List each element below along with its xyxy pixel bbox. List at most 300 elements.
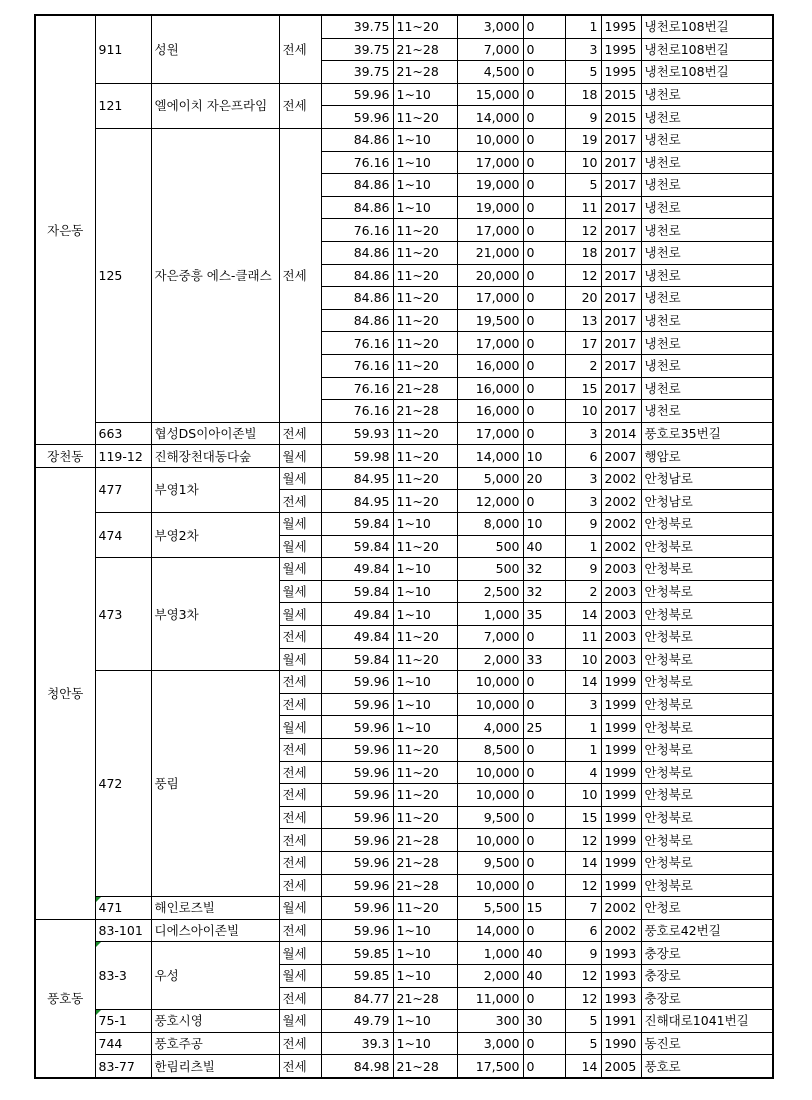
contract-type-cell: 전세 bbox=[279, 784, 321, 807]
lot-number-cell: 121 bbox=[95, 83, 151, 128]
contract-type-cell: 월세 bbox=[279, 513, 321, 536]
monthly-rent-cell: 0 bbox=[523, 332, 565, 355]
area-cell: 59.96 bbox=[321, 716, 393, 739]
road-name-cell: 안청북로 bbox=[641, 829, 773, 852]
contract-type-cell: 전세 bbox=[279, 15, 321, 83]
area-cell: 39.75 bbox=[321, 15, 393, 38]
road-name-cell: 냉천로 bbox=[641, 354, 773, 377]
area-cell: 59.84 bbox=[321, 513, 393, 536]
contract-type-cell: 전세 bbox=[279, 806, 321, 829]
contract-day-cell: 10 bbox=[565, 784, 601, 807]
contract-day-cell: 15 bbox=[565, 377, 601, 400]
contract-type-cell: 전세 bbox=[279, 739, 321, 762]
build-year-cell: 2017 bbox=[601, 219, 641, 242]
area-cell: 84.86 bbox=[321, 309, 393, 332]
road-name-cell: 풍호로 bbox=[641, 1055, 773, 1078]
area-cell: 59.96 bbox=[321, 693, 393, 716]
area-cell: 59.84 bbox=[321, 535, 393, 558]
deposit-cell: 17,000 bbox=[457, 287, 523, 310]
deposit-cell: 14,000 bbox=[457, 106, 523, 129]
contract-day-cell: 12 bbox=[565, 874, 601, 897]
contract-type-cell: 월세 bbox=[279, 535, 321, 558]
deposit-cell: 16,000 bbox=[457, 354, 523, 377]
area-cell: 59.96 bbox=[321, 83, 393, 106]
road-name-cell: 냉천로 bbox=[641, 241, 773, 264]
monthly-rent-cell: 0 bbox=[523, 309, 565, 332]
lot-number-cell: 473 bbox=[95, 558, 151, 671]
monthly-rent-cell: 0 bbox=[523, 806, 565, 829]
build-year-cell: 2003 bbox=[601, 648, 641, 671]
floor-cell: 1~10 bbox=[393, 1010, 457, 1033]
road-name-cell: 동진로 bbox=[641, 1032, 773, 1055]
monthly-rent-cell: 0 bbox=[523, 1032, 565, 1055]
complex-name-cell: 부영1차 bbox=[151, 467, 279, 512]
floor-cell: 11~20 bbox=[393, 467, 457, 490]
contract-day-cell: 11 bbox=[565, 196, 601, 219]
floor-cell: 21~28 bbox=[393, 61, 457, 84]
road-name-cell: 안청북로 bbox=[641, 851, 773, 874]
area-cell: 84.86 bbox=[321, 174, 393, 197]
complex-name-cell: 자은중흥 에스-클래스 bbox=[151, 128, 279, 422]
contract-day-cell: 1 bbox=[565, 15, 601, 38]
road-name-cell: 냉천로 bbox=[641, 287, 773, 310]
contract-day-cell: 1 bbox=[565, 739, 601, 762]
build-year-cell: 1993 bbox=[601, 942, 641, 965]
contract-day-cell: 14 bbox=[565, 603, 601, 626]
deposit-cell: 10,000 bbox=[457, 671, 523, 694]
contract-day-cell: 10 bbox=[565, 151, 601, 174]
contract-day-cell: 19 bbox=[565, 128, 601, 151]
build-year-cell: 1993 bbox=[601, 987, 641, 1010]
contract-day-cell: 3 bbox=[565, 490, 601, 513]
road-name-cell: 냉천로 bbox=[641, 332, 773, 355]
road-name-cell: 냉천로 bbox=[641, 128, 773, 151]
table-row bbox=[35, 942, 773, 965]
monthly-rent-cell: 0 bbox=[523, 38, 565, 61]
floor-cell: 11~20 bbox=[393, 264, 457, 287]
monthly-rent-cell: 0 bbox=[523, 106, 565, 129]
floor-cell: 11~20 bbox=[393, 241, 457, 264]
road-name-cell: 냉천로 bbox=[641, 219, 773, 242]
floor-cell: 11~20 bbox=[393, 648, 457, 671]
deposit-cell: 17,000 bbox=[457, 332, 523, 355]
area-cell: 84.86 bbox=[321, 264, 393, 287]
area-cell: 59.84 bbox=[321, 580, 393, 603]
deposit-cell: 8,000 bbox=[457, 513, 523, 536]
road-name-cell: 안청북로 bbox=[641, 761, 773, 784]
contract-day-cell: 10 bbox=[565, 400, 601, 423]
monthly-rent-cell: 0 bbox=[523, 61, 565, 84]
monthly-rent-cell: 0 bbox=[523, 196, 565, 219]
floor-cell: 21~28 bbox=[393, 851, 457, 874]
floor-cell: 1~10 bbox=[393, 128, 457, 151]
table-row bbox=[35, 83, 773, 106]
contract-type-cell: 월세 bbox=[279, 964, 321, 987]
deposit-cell: 17,000 bbox=[457, 422, 523, 445]
contract-day-cell: 14 bbox=[565, 671, 601, 694]
contract-day-cell: 2 bbox=[565, 354, 601, 377]
contract-type-cell: 월세 bbox=[279, 897, 321, 920]
area-cell: 59.96 bbox=[321, 106, 393, 129]
contract-type-cell: 전세 bbox=[279, 987, 321, 1010]
complex-name-cell: 성원 bbox=[151, 15, 279, 83]
road-name-cell: 안청북로 bbox=[641, 874, 773, 897]
area-cell: 84.86 bbox=[321, 128, 393, 151]
contract-day-cell: 14 bbox=[565, 851, 601, 874]
monthly-rent-cell: 0 bbox=[523, 1055, 565, 1078]
contract-type-cell: 월세 bbox=[279, 942, 321, 965]
deposit-cell: 17,000 bbox=[457, 151, 523, 174]
deposit-cell: 7,000 bbox=[457, 626, 523, 649]
contract-day-cell: 18 bbox=[565, 241, 601, 264]
road-name-cell: 안청북로 bbox=[641, 693, 773, 716]
complex-name-cell: 풍호주공 bbox=[151, 1032, 279, 1055]
lot-number-cell: 471 bbox=[95, 897, 151, 920]
build-year-cell: 2005 bbox=[601, 1055, 641, 1078]
build-year-cell: 1999 bbox=[601, 874, 641, 897]
area-cell: 76.16 bbox=[321, 400, 393, 423]
contract-type-cell: 월세 bbox=[279, 716, 321, 739]
build-year-cell: 2007 bbox=[601, 445, 641, 468]
contract-type-cell: 전세 bbox=[279, 1055, 321, 1078]
contract-day-cell: 9 bbox=[565, 942, 601, 965]
build-year-cell: 1999 bbox=[601, 693, 641, 716]
build-year-cell: 2017 bbox=[601, 332, 641, 355]
area-cell: 39.3 bbox=[321, 1032, 393, 1055]
build-year-cell: 1999 bbox=[601, 851, 641, 874]
deposit-cell: 21,000 bbox=[457, 241, 523, 264]
area-cell: 49.84 bbox=[321, 603, 393, 626]
road-name-cell: 안청북로 bbox=[641, 580, 773, 603]
build-year-cell: 1999 bbox=[601, 761, 641, 784]
deposit-cell: 1,000 bbox=[457, 603, 523, 626]
area-cell: 59.96 bbox=[321, 806, 393, 829]
deposit-cell: 5,000 bbox=[457, 467, 523, 490]
deposit-cell: 10,000 bbox=[457, 829, 523, 852]
build-year-cell: 2017 bbox=[601, 174, 641, 197]
floor-cell: 11~20 bbox=[393, 535, 457, 558]
monthly-rent-cell: 25 bbox=[523, 716, 565, 739]
table-row bbox=[35, 897, 773, 920]
road-name-cell: 충장로 bbox=[641, 987, 773, 1010]
road-name-cell: 안청로 bbox=[641, 897, 773, 920]
area-cell: 49.84 bbox=[321, 558, 393, 581]
deposit-cell: 3,000 bbox=[457, 15, 523, 38]
road-name-cell: 풍호로42번길 bbox=[641, 919, 773, 942]
contract-type-cell: 전세 bbox=[279, 874, 321, 897]
area-cell: 59.96 bbox=[321, 739, 393, 762]
area-cell: 59.93 bbox=[321, 422, 393, 445]
deposit-cell: 14,000 bbox=[457, 445, 523, 468]
floor-cell: 21~28 bbox=[393, 377, 457, 400]
area-cell: 59.96 bbox=[321, 851, 393, 874]
monthly-rent-cell: 0 bbox=[523, 829, 565, 852]
area-cell: 84.95 bbox=[321, 490, 393, 513]
deposit-cell: 16,000 bbox=[457, 400, 523, 423]
floor-cell: 1~10 bbox=[393, 1032, 457, 1055]
floor-cell: 1~10 bbox=[393, 693, 457, 716]
monthly-rent-cell: 0 bbox=[523, 739, 565, 762]
monthly-rent-cell: 0 bbox=[523, 264, 565, 287]
area-cell: 76.16 bbox=[321, 377, 393, 400]
floor-cell: 11~20 bbox=[393, 106, 457, 129]
monthly-rent-cell: 0 bbox=[523, 784, 565, 807]
lot-number-cell: 83-3 bbox=[95, 942, 151, 1010]
monthly-rent-cell: 0 bbox=[523, 241, 565, 264]
area-cell: 59.96 bbox=[321, 919, 393, 942]
deposit-cell: 2,500 bbox=[457, 580, 523, 603]
build-year-cell: 1995 bbox=[601, 61, 641, 84]
lot-number-cell: 474 bbox=[95, 513, 151, 558]
road-name-cell: 냉천로 bbox=[641, 174, 773, 197]
contract-day-cell: 18 bbox=[565, 83, 601, 106]
table-row bbox=[35, 467, 773, 490]
floor-cell: 1~10 bbox=[393, 603, 457, 626]
floor-cell: 11~20 bbox=[393, 445, 457, 468]
road-name-cell: 안청북로 bbox=[641, 558, 773, 581]
area-cell: 76.16 bbox=[321, 151, 393, 174]
floor-cell: 1~10 bbox=[393, 942, 457, 965]
contract-day-cell: 20 bbox=[565, 287, 601, 310]
deposit-cell: 2,000 bbox=[457, 648, 523, 671]
contract-day-cell: 17 bbox=[565, 332, 601, 355]
lot-number-cell: 477 bbox=[95, 467, 151, 512]
contract-day-cell: 5 bbox=[565, 61, 601, 84]
area-cell: 59.85 bbox=[321, 964, 393, 987]
lot-number-cell: 83-77 bbox=[95, 1055, 151, 1078]
floor-cell: 11~20 bbox=[393, 354, 457, 377]
contract-day-cell: 3 bbox=[565, 693, 601, 716]
complex-name-cell: 디에스아이존빌 bbox=[151, 919, 279, 942]
contract-day-cell: 9 bbox=[565, 558, 601, 581]
deposit-cell: 4,000 bbox=[457, 716, 523, 739]
table-row bbox=[35, 671, 773, 694]
floor-cell: 21~28 bbox=[393, 38, 457, 61]
area-cell: 84.86 bbox=[321, 241, 393, 264]
deposit-cell: 17,000 bbox=[457, 219, 523, 242]
floor-cell: 11~20 bbox=[393, 287, 457, 310]
monthly-rent-cell: 0 bbox=[523, 761, 565, 784]
table-row bbox=[35, 15, 773, 38]
floor-cell: 11~20 bbox=[393, 806, 457, 829]
floor-cell: 11~20 bbox=[393, 897, 457, 920]
table-row bbox=[35, 422, 773, 445]
road-name-cell: 행암로 bbox=[641, 445, 773, 468]
monthly-rent-cell: 0 bbox=[523, 287, 565, 310]
road-name-cell: 안청북로 bbox=[641, 626, 773, 649]
build-year-cell: 2002 bbox=[601, 535, 641, 558]
build-year-cell: 2017 bbox=[601, 241, 641, 264]
contract-type-cell: 전세 bbox=[279, 1032, 321, 1055]
contract-type-cell: 월세 bbox=[279, 445, 321, 468]
area-cell: 49.79 bbox=[321, 1010, 393, 1033]
deposit-cell: 300 bbox=[457, 1010, 523, 1033]
area-cell: 84.95 bbox=[321, 467, 393, 490]
monthly-rent-cell: 20 bbox=[523, 467, 565, 490]
deposit-cell: 15,000 bbox=[457, 83, 523, 106]
complex-name-cell: 진해장천대동다숲 bbox=[151, 445, 279, 468]
monthly-rent-cell: 10 bbox=[523, 513, 565, 536]
deposit-cell: 10,000 bbox=[457, 761, 523, 784]
monthly-rent-cell: 0 bbox=[523, 400, 565, 423]
floor-cell: 11~20 bbox=[393, 761, 457, 784]
monthly-rent-cell: 40 bbox=[523, 535, 565, 558]
road-name-cell: 충장로 bbox=[641, 964, 773, 987]
transaction-table bbox=[34, 14, 774, 1079]
contract-day-cell: 6 bbox=[565, 445, 601, 468]
deposit-cell: 17,500 bbox=[457, 1055, 523, 1078]
build-year-cell: 1999 bbox=[601, 784, 641, 807]
floor-cell: 11~20 bbox=[393, 784, 457, 807]
floor-cell: 21~28 bbox=[393, 829, 457, 852]
road-name-cell: 안청북로 bbox=[641, 648, 773, 671]
monthly-rent-cell: 33 bbox=[523, 648, 565, 671]
floor-cell: 1~10 bbox=[393, 558, 457, 581]
deposit-cell: 19,000 bbox=[457, 174, 523, 197]
deposit-cell: 10,000 bbox=[457, 784, 523, 807]
deposit-cell: 12,000 bbox=[457, 490, 523, 513]
road-name-cell: 냉천로 bbox=[641, 264, 773, 287]
build-year-cell: 1995 bbox=[601, 15, 641, 38]
contract-type-cell: 전세 bbox=[279, 919, 321, 942]
build-year-cell: 2003 bbox=[601, 603, 641, 626]
road-name-cell: 냉천로108번길 bbox=[641, 61, 773, 84]
floor-cell: 1~10 bbox=[393, 964, 457, 987]
contract-day-cell: 7 bbox=[565, 897, 601, 920]
deposit-cell: 9,500 bbox=[457, 851, 523, 874]
build-year-cell: 2017 bbox=[601, 354, 641, 377]
build-year-cell: 1990 bbox=[601, 1032, 641, 1055]
floor-cell: 1~10 bbox=[393, 174, 457, 197]
monthly-rent-cell: 40 bbox=[523, 942, 565, 965]
deposit-cell: 2,000 bbox=[457, 964, 523, 987]
contract-type-cell: 전세 bbox=[279, 490, 321, 513]
monthly-rent-cell: 0 bbox=[523, 490, 565, 513]
floor-cell: 1~10 bbox=[393, 513, 457, 536]
floor-cell: 11~20 bbox=[393, 309, 457, 332]
road-name-cell: 안청북로 bbox=[641, 784, 773, 807]
contract-type-cell: 전세 bbox=[279, 761, 321, 784]
area-cell: 76.16 bbox=[321, 354, 393, 377]
deposit-cell: 10,000 bbox=[457, 874, 523, 897]
floor-cell: 1~10 bbox=[393, 83, 457, 106]
contract-day-cell: 6 bbox=[565, 919, 601, 942]
area-cell: 59.96 bbox=[321, 874, 393, 897]
contract-type-cell: 전세 bbox=[279, 851, 321, 874]
monthly-rent-cell: 0 bbox=[523, 874, 565, 897]
area-cell: 84.86 bbox=[321, 287, 393, 310]
floor-cell: 11~20 bbox=[393, 219, 457, 242]
floor-cell: 21~28 bbox=[393, 987, 457, 1010]
lot-number-cell: 83-101 bbox=[95, 919, 151, 942]
road-name-cell: 냉천로108번길 bbox=[641, 15, 773, 38]
build-year-cell: 2017 bbox=[601, 400, 641, 423]
build-year-cell: 2003 bbox=[601, 558, 641, 581]
floor-cell: 1~10 bbox=[393, 919, 457, 942]
contract-day-cell: 3 bbox=[565, 422, 601, 445]
monthly-rent-cell: 0 bbox=[523, 354, 565, 377]
monthly-rent-cell: 0 bbox=[523, 671, 565, 694]
road-name-cell: 냉천로 bbox=[641, 400, 773, 423]
floor-cell: 11~20 bbox=[393, 626, 457, 649]
floor-cell: 21~28 bbox=[393, 400, 457, 423]
road-name-cell: 안청북로 bbox=[641, 535, 773, 558]
build-year-cell: 2002 bbox=[601, 490, 641, 513]
build-year-cell: 2017 bbox=[601, 151, 641, 174]
lot-number-cell: 119-12 bbox=[95, 445, 151, 468]
table-row bbox=[35, 128, 773, 151]
build-year-cell: 1999 bbox=[601, 806, 641, 829]
deposit-cell: 1,000 bbox=[457, 942, 523, 965]
deposit-cell: 5,500 bbox=[457, 897, 523, 920]
monthly-rent-cell: 32 bbox=[523, 580, 565, 603]
contract-day-cell: 1 bbox=[565, 716, 601, 739]
road-name-cell: 냉천로 bbox=[641, 377, 773, 400]
table-row bbox=[35, 919, 773, 942]
contract-day-cell: 12 bbox=[565, 219, 601, 242]
build-year-cell: 2002 bbox=[601, 919, 641, 942]
monthly-rent-cell: 10 bbox=[523, 445, 565, 468]
area-cell: 59.96 bbox=[321, 671, 393, 694]
build-year-cell: 2017 bbox=[601, 196, 641, 219]
floor-cell: 21~28 bbox=[393, 874, 457, 897]
complex-name-cell: 한림리츠빌 bbox=[151, 1055, 279, 1078]
monthly-rent-cell: 40 bbox=[523, 964, 565, 987]
build-year-cell: 2017 bbox=[601, 309, 641, 332]
monthly-rent-cell: 0 bbox=[523, 128, 565, 151]
deposit-cell: 8,500 bbox=[457, 739, 523, 762]
contract-day-cell: 1 bbox=[565, 535, 601, 558]
floor-cell: 21~28 bbox=[393, 1055, 457, 1078]
road-name-cell: 냉천로 bbox=[641, 309, 773, 332]
build-year-cell: 2017 bbox=[601, 377, 641, 400]
floor-cell: 1~10 bbox=[393, 151, 457, 174]
monthly-rent-cell: 0 bbox=[523, 987, 565, 1010]
floor-cell: 11~20 bbox=[393, 739, 457, 762]
floor-cell: 1~10 bbox=[393, 196, 457, 219]
area-cell: 59.96 bbox=[321, 784, 393, 807]
floor-cell: 11~20 bbox=[393, 332, 457, 355]
deposit-cell: 10,000 bbox=[457, 128, 523, 151]
build-year-cell: 2017 bbox=[601, 264, 641, 287]
road-name-cell: 냉천로108번길 bbox=[641, 38, 773, 61]
lot-number-cell: 744 bbox=[95, 1032, 151, 1055]
floor-cell: 11~20 bbox=[393, 15, 457, 38]
area-cell: 59.84 bbox=[321, 648, 393, 671]
monthly-rent-cell: 0 bbox=[523, 693, 565, 716]
build-year-cell: 2015 bbox=[601, 83, 641, 106]
road-name-cell: 냉천로 bbox=[641, 151, 773, 174]
area-cell: 59.98 bbox=[321, 445, 393, 468]
contract-day-cell: 9 bbox=[565, 106, 601, 129]
road-name-cell: 풍호로35번길 bbox=[641, 422, 773, 445]
monthly-rent-cell: 0 bbox=[523, 377, 565, 400]
deposit-cell: 10,000 bbox=[457, 693, 523, 716]
monthly-rent-cell: 0 bbox=[523, 919, 565, 942]
build-year-cell: 2002 bbox=[601, 513, 641, 536]
area-cell: 59.96 bbox=[321, 761, 393, 784]
contract-day-cell: 12 bbox=[565, 987, 601, 1010]
build-year-cell: 2002 bbox=[601, 897, 641, 920]
monthly-rent-cell: 0 bbox=[523, 851, 565, 874]
monthly-rent-cell: 32 bbox=[523, 558, 565, 581]
floor-cell: 11~20 bbox=[393, 422, 457, 445]
monthly-rent-cell: 0 bbox=[523, 174, 565, 197]
contract-day-cell: 5 bbox=[565, 174, 601, 197]
floor-cell: 1~10 bbox=[393, 671, 457, 694]
contract-type-cell: 전세 bbox=[279, 626, 321, 649]
table-row bbox=[35, 1032, 773, 1055]
